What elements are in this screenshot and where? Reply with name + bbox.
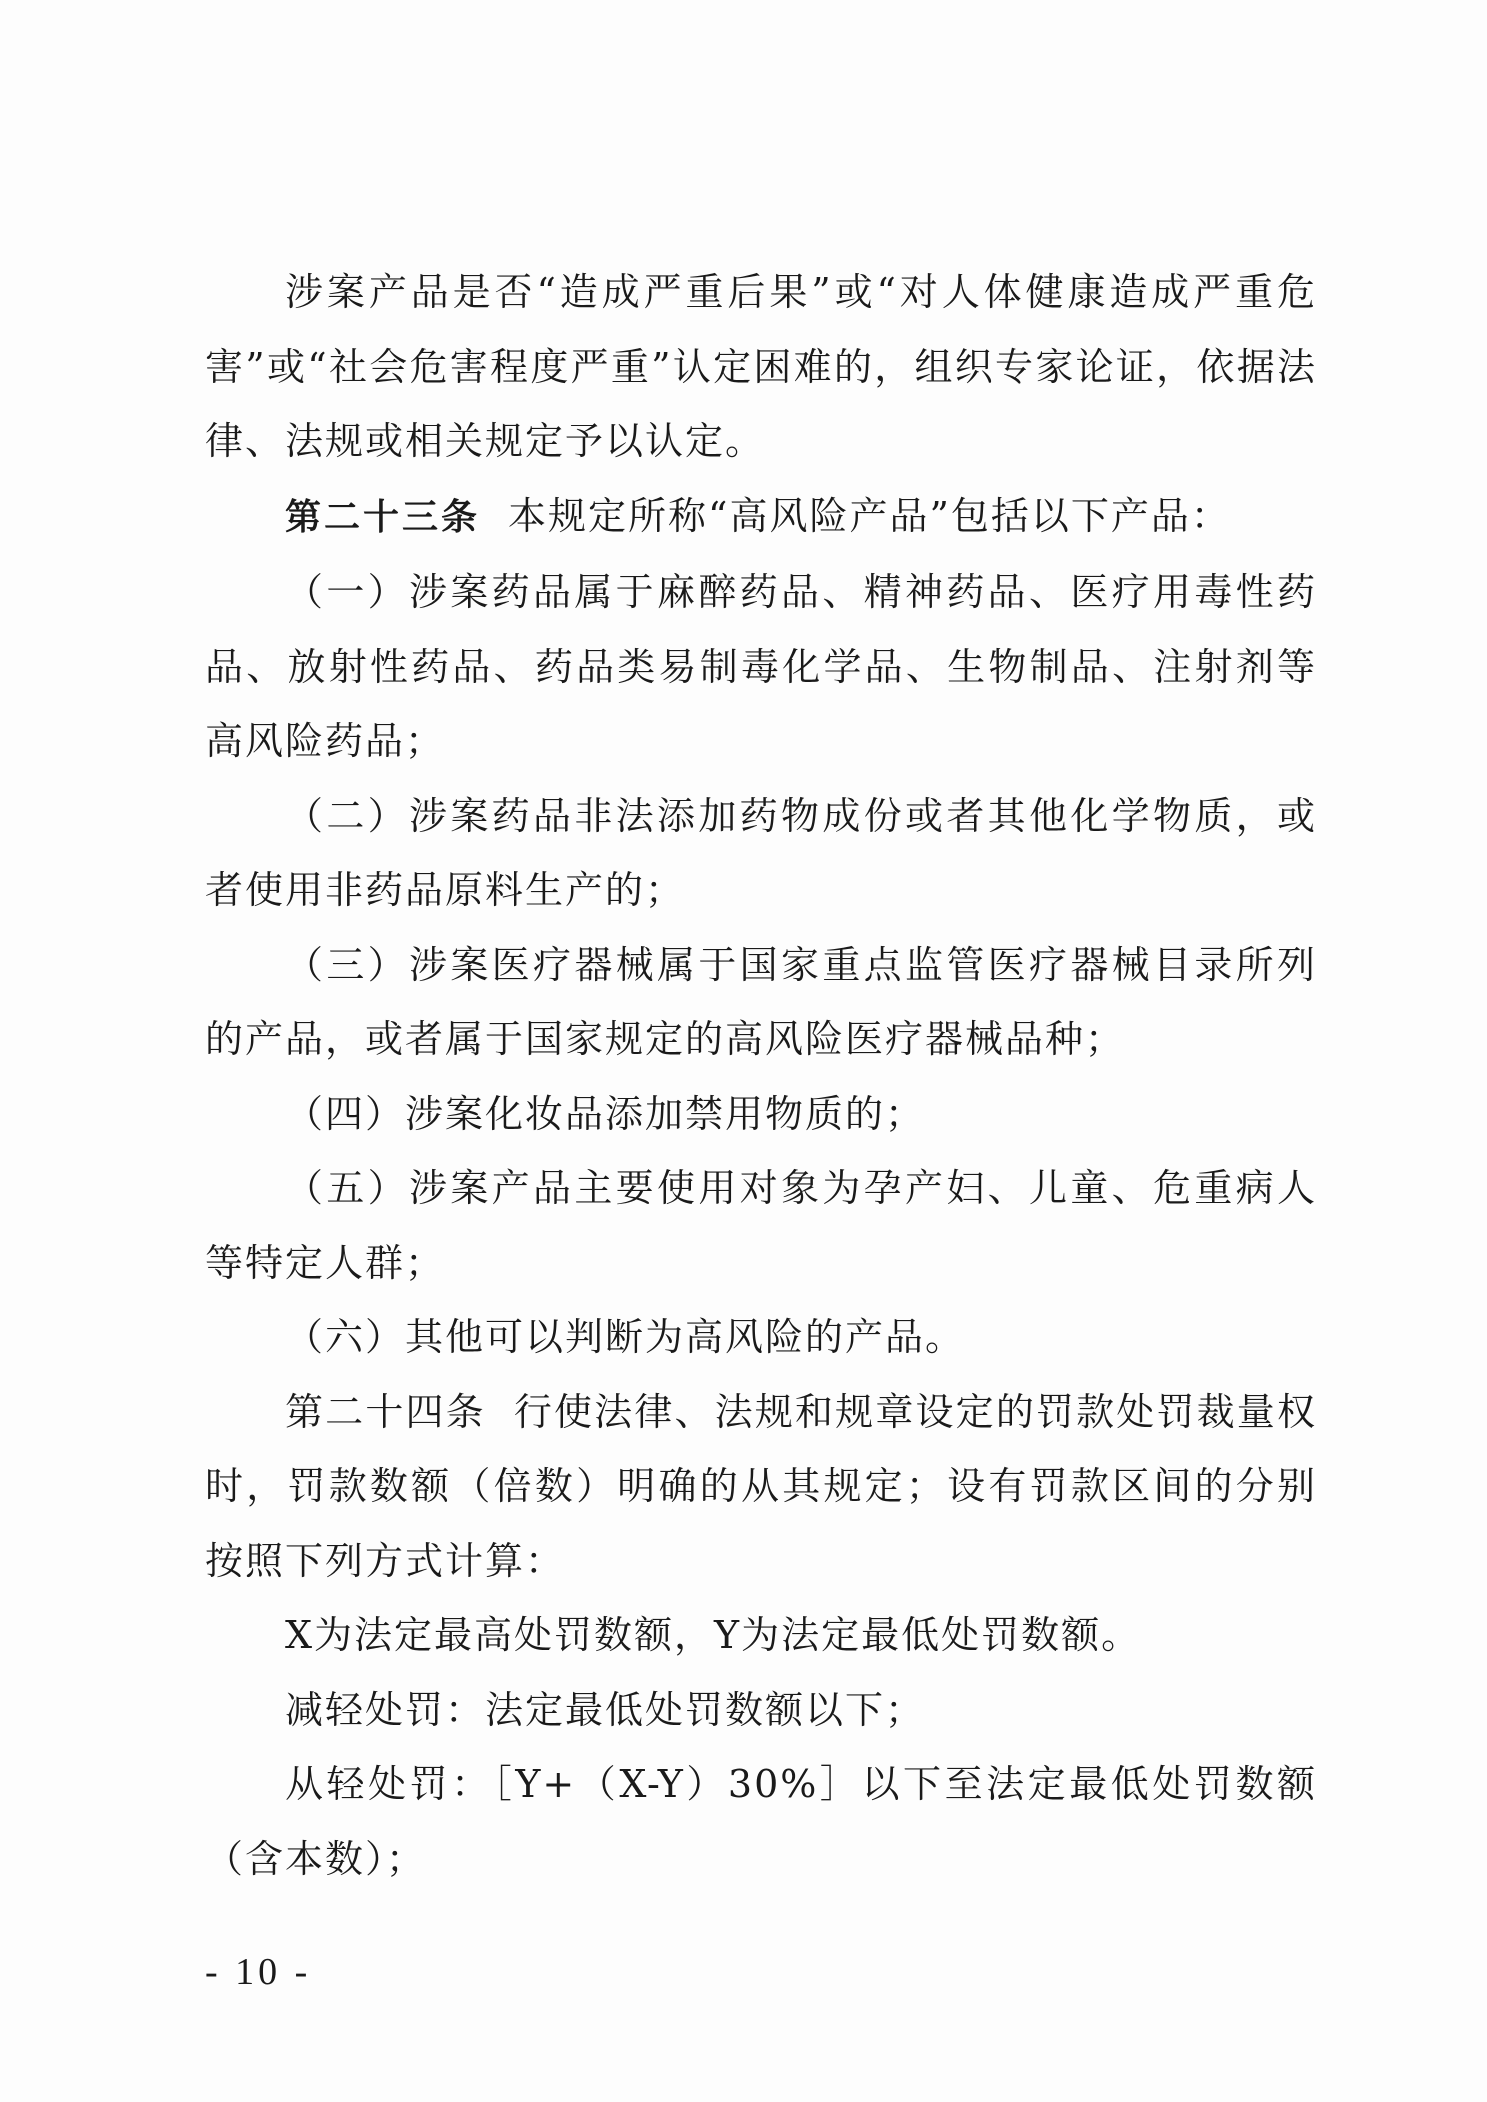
xy-definition: X为法定最高处罚数额，Y为法定最低处罚数额。 — [285, 1613, 1142, 1657]
article-24 — [205, 1375, 1317, 1599]
paragraph-expert-review: 涉案产品是否“造成严重后果”或“对人体健康造成严重危害”或“社会危害程度严重”认定困难的，组织专家论证，依据法律、法规或相关规定予以认定。 — [205, 270, 1317, 463]
page-number: - 10 - — [205, 1951, 312, 1993]
article-23-item-3: （三）涉案医疗器械属于国家重点监管医疗器械目录所列的产品，或者属于国家规定的高风险医疗器械品种； — [205, 942, 1317, 1061]
reduced-penalty: 减轻处罚：法定最低处罚数额以下； — [285, 1687, 926, 1732]
lighter-penalty: 从轻处罚：［Y+（X-Y）30%］以下至法定最低处罚数额（含本数）； — [205, 1762, 1317, 1881]
article-23-item-4: （四）涉案化妆品添加禁用物质的； — [285, 1091, 926, 1136]
article-23-item-2: （二）涉案药品非法添加药物成份或者其他化学物质，或者使用非药品原料生产的； — [205, 793, 1317, 912]
article-23 — [205, 479, 1317, 556]
article-24-body: 行使法律、法规和规章设定的罚款处罚裁量权时，罚款数额（倍数）明确的从其规定；设有罚款区间的分别按照下列方式计算： — [205, 1389, 1317, 1583]
document-body — [205, 255, 1317, 1896]
article-23-item-5: （五）涉案产品主要使用对象为孕产妇、儿童、危重病人等特定人群； — [205, 1166, 1317, 1285]
article-23-heading: 第二十三条 — [285, 496, 481, 538]
article-23-item-6: （六）其他可以判断为高风险的产品。 — [285, 1315, 966, 1359]
article-23-item-1: （一）涉案药品属于麻醉药品、精神药品、医疗用毒性药品、放射性药品、药品类易制毒化学品、生物制品、注射剂等高风险药品； — [205, 570, 1317, 763]
article-24-heading: 第二十四条 — [285, 1389, 486, 1434]
article-23-body: 本规定所称“高风险产品”包括以下产品： — [508, 493, 1231, 538]
